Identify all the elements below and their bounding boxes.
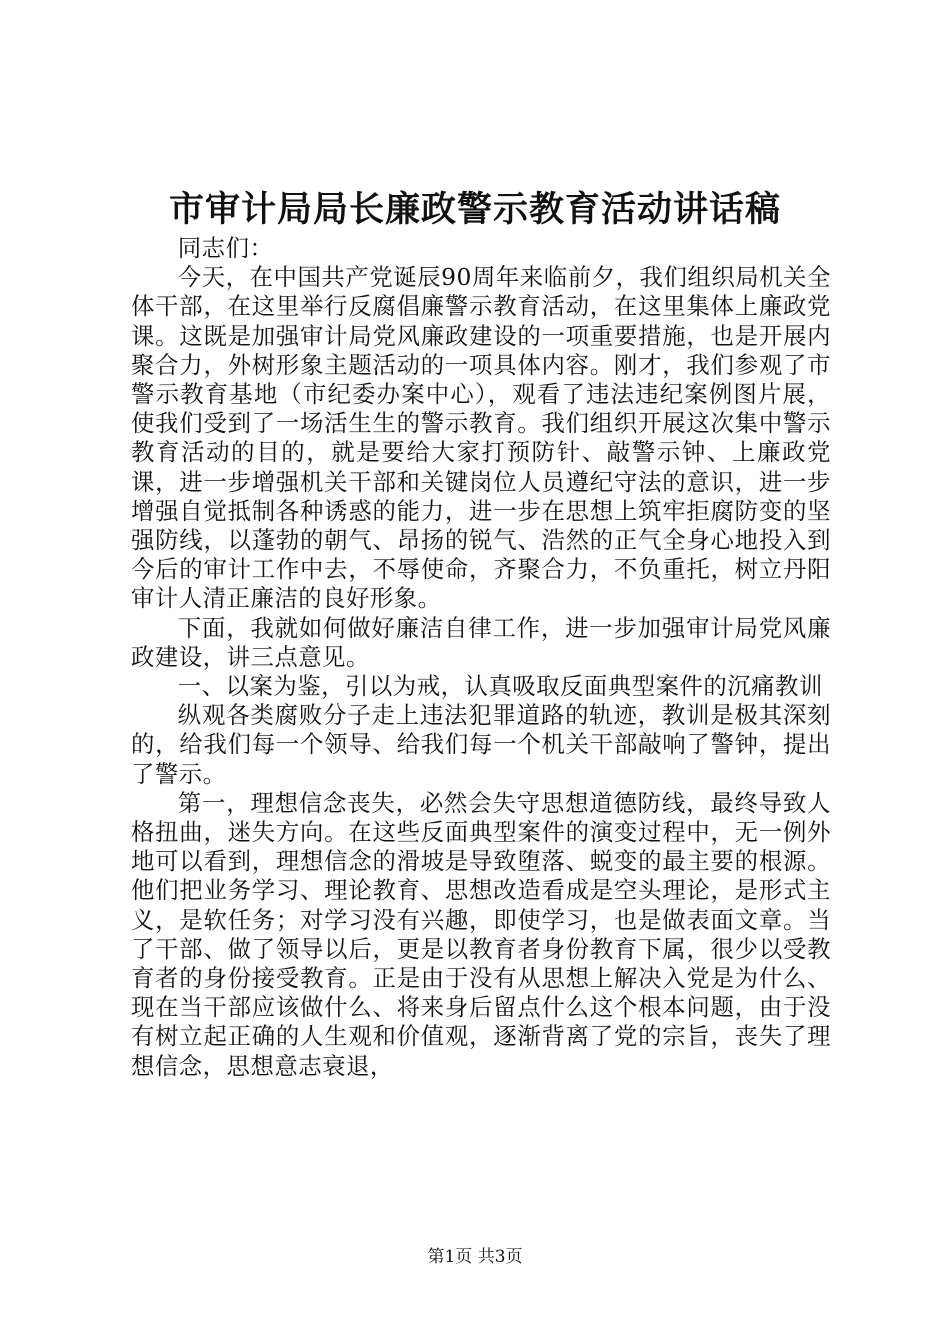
- paragraph-salutation: 同志们：: [177, 234, 274, 262]
- section-heading-1: 一、以案为鉴，引以为戒，认真吸取反面典型案件的沉痛教训: [177, 672, 823, 701]
- document-title: 市审计局局长廉政警示教育活动讲话稿: [168, 189, 781, 230]
- document-body: [131, 234, 831, 1081]
- paragraph-outline: 下面，我就如何做好廉洁自律工作，进一步加强审计局党风廉政建设，讲三点意见。: [131, 613, 831, 671]
- page-number-footer: 第1页 共3页: [427, 1247, 523, 1267]
- paragraph-point-1: 第一，理想信念丧失，必然会失守思想道德防线，最终导致人格扭曲，迷失方向。在这些反面典型案件的演变过程中，无一例外地可以看到，理想信念的滑坡是导致堕落、蜕变的最主要的根源。他们把业务学习、理论教育、思想改造看成是空头理论，是形式主义，是软任务；对学习没有兴趣，即使学习，也是做表面文章。当了干部、做了领导以后，更是以教育者身份教育下属，很少以受教育者的身份接受教育。正是由于没有从思想上解决入党是为什么、现在当干部应该做什么、将来身后留点什么这个根本问题，由于没有树立起正确的人生观和价值观，逐渐背离了党的宗旨，丧失了理想信念，思想意志衰退，: [131, 788, 831, 1080]
- paragraph-intro: 今天，在中国共产党诞辰90周年来临前夕，我们组织局机关全体干部，在这里举行反腐倡廉警示教育活动，在这里集体上廉政党课。这既是加强审计局党风廉政建设的一项重要措施，也是开展内聚合力，外树形象主题活动的一项具体内容。刚才，我们参观了市警示教育基地（市纪委办案中心），观看了违法违纪案例图片展，使我们受到了一场活生生的警示教育。我们组织开展这次集中警示教育活动的目的，就是要给大家打预防针、敲警示钟、上廉政党课，进一步增强机关干部和关键岗位人员遵纪守法的意识，进一步增强自觉抵制各种诱惑的能力，进一步在思想上筑牢拒腐防变的坚强防线，以蓬勃的朝气、昂扬的锐气、浩然的正气全身心地投入到今后的审计工作中去，不辱使命，齐聚合力，不负重托，树立丹阳审计人清正廉洁的良好形象。: [131, 263, 831, 613]
- paragraph-lessons: 纵观各类腐败分子走上违法犯罪道路的轨迹，教训是极其深刻的，给我们每一个领导、给我们每一个机关干部敲响了警钟，提出了警示。: [131, 701, 831, 788]
